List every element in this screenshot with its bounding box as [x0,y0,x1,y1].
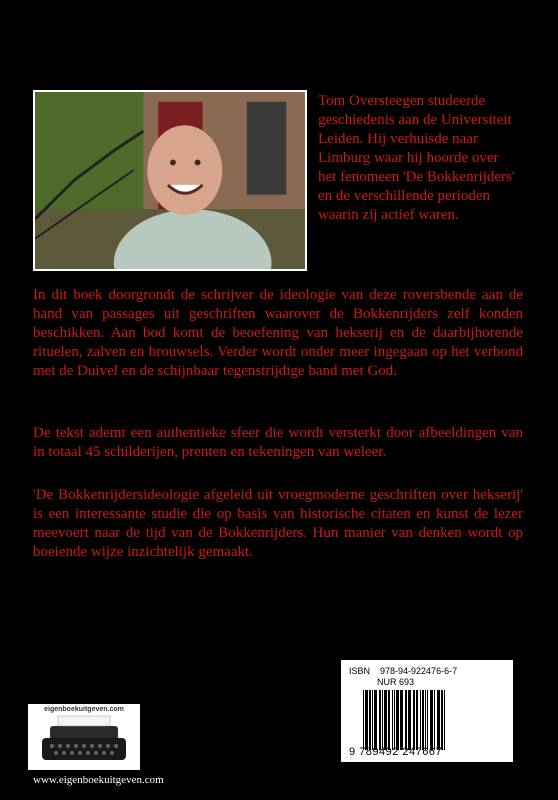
description-paragraph-3: 'De Bokkenrijdersideologie afgeleid uit vroegmoderne geschriften over hekserij' is een interessante studie die op basis van historische citaten en kunst de lezer meevoert naar de tijd van de Bokkenrijders. Hun manier van denken wordt op boeiende wijze inzichtelijk gemaakt. [33,487,523,560]
barcode-bar [394,690,395,750]
barcode-bar [437,690,440,750]
barcode-bar [384,690,387,750]
isbn-number: 978-94-922476-6-7 [380,666,458,676]
barcode-bar [388,690,390,750]
barcode-bar [422,690,424,750]
barcode-bar [400,690,403,750]
barcode-bar [420,690,421,750]
barcode-bar [434,690,435,750]
barcode-digits: 9 789492 247667 [349,746,443,758]
publisher-website[interactable]: www.eigenboekuitgeven.com [33,774,164,786]
barcode-bar [427,690,428,750]
isbn-label: ISBN [349,666,371,676]
barcode-bar [392,690,393,750]
barcode-bar [425,690,426,750]
barcode-bar [441,690,443,750]
nur-code: NUR 693 [377,677,415,687]
barcode-bar [416,690,418,750]
isbn-line [349,666,505,677]
description-paragraph-2: De tekst ademt een authentieke sfeer die wordt versterkt door afbeeldingen van in totaal 45 schilderijen, prenten en tekeningen van weleer. [33,425,523,460]
barcode-bar [444,690,445,750]
publisher-logo [28,704,140,770]
author-bio: Tom Oversteegen studeerde geschiedenis aan de Universiteit Leiden. Hij verhuisde naar Limburg waar hij hoorde over het fenomeen 'De Bokkenrijders' en de verschillende perioden waarin zij actief waren. [318,93,515,223]
barcode-bar [374,690,377,750]
barcode-bars [361,690,501,750]
publisher-logo-text: eigenboekuitgeven.com [44,706,124,713]
barcode-bar [430,690,433,750]
barcode-bar [396,690,399,750]
barcode-bar [372,690,373,750]
barcode-bar [363,690,364,750]
author-photo [33,90,307,271]
barcode-bar [365,690,368,750]
barcode-bar [408,690,411,750]
barcode-bar [405,690,407,750]
barcode-bar [413,690,415,750]
barcode-bar [379,690,381,750]
barcode-box [341,660,513,762]
barcode-bar [369,690,371,750]
description-paragraph-1: In dit boek doorgrondt de schrijver de ideologie van deze roversbende aan de hand van passages uit geschriften waarover de Bokkenrijders zelf konden beschikken. Aan bod komt de beoefening van hekserij en de daarbijhorende rituelen, zalven en brouwsels. Verder wordt onder meer ingegaan op het verbond met de Duivel en de schijnbaar tegenstrijdige band met God. [33,287,523,379]
barcode-bar [382,690,383,750]
